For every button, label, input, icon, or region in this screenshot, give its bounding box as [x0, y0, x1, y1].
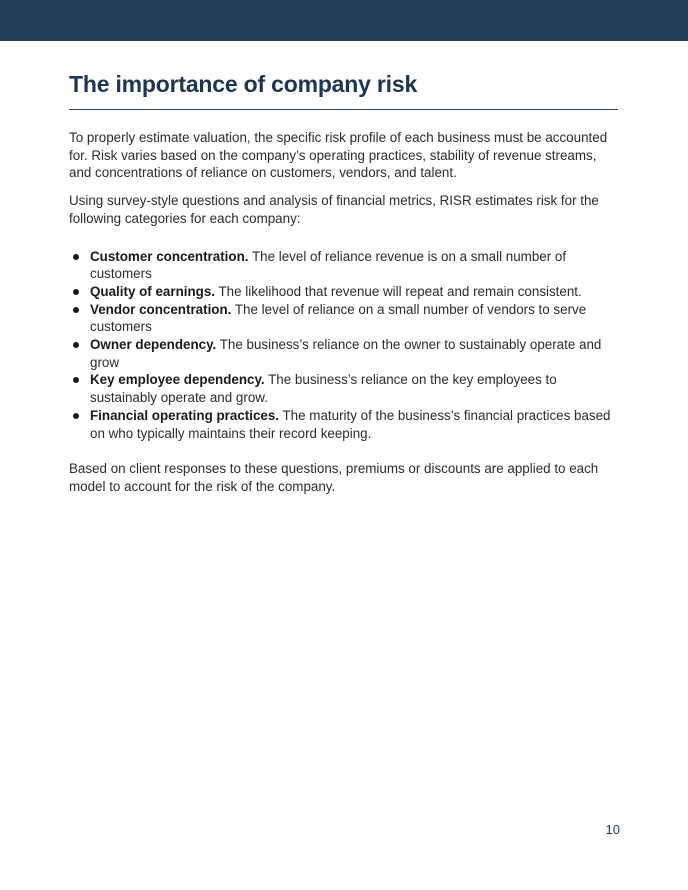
intro-paragraph: To properly estimate valuation, the specific risk profile of each business must be accounted for. Risk varies based on the company’s operating practices, stability of revenue streams, and concentrations of reliance on customers, vendors, and talent.: [69, 130, 608, 181]
page-content: [69, 70, 621, 496]
closing-paragraph: Based on client responses to these questions, premiums or discounts are applied to each model to account for the risk of the company.: [69, 461, 599, 494]
page-title: The importance of company risk: [69, 71, 418, 97]
bullet-icon: [73, 342, 79, 348]
bullet-icon: [73, 377, 79, 383]
header-bar: [0, 0, 688, 41]
category-term: Key employee dependency.: [90, 372, 265, 388]
category-description: The maturity of the business’s financial practices based on who typically maintains their record keeping.: [90, 407, 611, 441]
risk-category-list: [69, 248, 621, 443]
page-number: 10: [605, 822, 620, 837]
category-description: The level of reliance revenue is on a small number of customers: [90, 248, 567, 282]
list-item: [69, 248, 621, 283]
category-term: Quality of earnings.: [90, 283, 216, 299]
bullet-icon: [73, 413, 79, 419]
list-item: [69, 407, 621, 442]
category-term: Owner dependency.: [90, 337, 217, 353]
bullet-icon: [73, 254, 79, 260]
list-item: [69, 371, 621, 406]
category-description: The business’s reliance on the key employees to sustainably operate and grow.: [90, 372, 557, 406]
list-item: [69, 336, 621, 371]
bullet-icon: [73, 289, 79, 295]
category-description: The level of reliance on a small number of vendors to serve customers: [90, 301, 587, 335]
bullet-icon: [73, 307, 79, 313]
category-term: Financial operating practices.: [90, 407, 280, 423]
list-item: [69, 301, 621, 336]
category-description: The business’s reliance on the owner to sustainably operate and grow: [90, 337, 602, 370]
list-item: [69, 283, 621, 301]
method-paragraph: Using survey-style questions and analysis of financial metrics, RISR estimates risk for the following categories for each company:: [69, 193, 599, 226]
category-term: Vendor concentration.: [90, 301, 232, 317]
category-description: The likelihood that revenue will repeat and remain consistent.: [218, 283, 582, 299]
category-term: Customer concentration.: [90, 248, 249, 264]
title-divider: [69, 109, 618, 110]
